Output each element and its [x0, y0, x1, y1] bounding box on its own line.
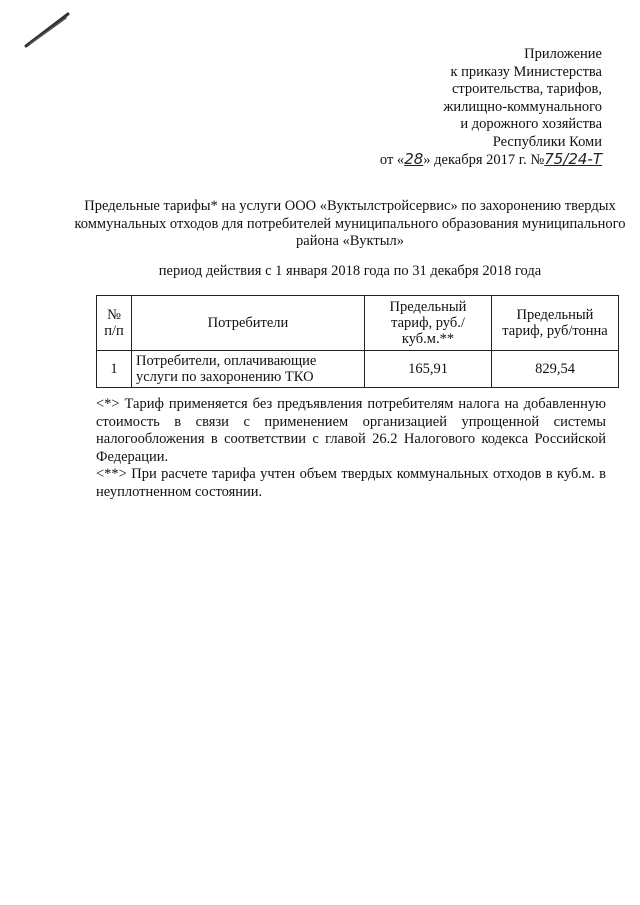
header-number: № п/п	[97, 296, 132, 351]
footnote-volume: <**> При расчете тарифа учтен объем твердых коммунальных отходов в куб.м. в неуплотненном состоянии.	[96, 466, 606, 500]
row-consumers: Потребители, оплачивающие услуги по захоронению ТКО	[132, 351, 365, 388]
order-date-line	[272, 151, 602, 170]
handwritten-order-number: 75/24-Т	[544, 150, 602, 168]
tariff-table	[96, 295, 619, 388]
appendix-line: Приложение	[524, 46, 602, 62]
appendix-line: строительства, тарифов,	[451, 81, 602, 97]
table-header-row	[97, 296, 619, 351]
appendix-line: Республики Коми	[492, 133, 602, 150]
appendix-block	[272, 46, 602, 170]
appendix-line: и дорожного хозяйства	[460, 116, 602, 132]
header-tariff-per-ton: Предельный тариф, руб/тонна	[492, 296, 619, 351]
row-number: 1	[97, 351, 132, 388]
date-middle: » декабря 2017 г. №	[423, 152, 545, 168]
date-prefix: от «	[379, 152, 405, 168]
handwritten-day: 28	[404, 150, 424, 168]
appendix-line: жилищно-коммунального	[443, 98, 602, 115]
table-row	[97, 351, 619, 388]
footnotes	[96, 396, 606, 501]
row-tariff-per-ton: 829,54	[492, 351, 619, 388]
validity-period: период действия с 1 января 2018 года по 31 декабря 2018 года	[158, 263, 542, 279]
scan-mark	[22, 8, 74, 50]
row-tariff-per-m3: 165,91	[365, 351, 492, 388]
document-title: Предельные тарифы* на услуги ООО «Вуктылстройсервис» по захоронению твердых коммунальных отходов для потребителей муниципального образования муниципального района «Вуктыл»	[74, 198, 626, 249]
header-tariff-per-m3: Предельный тариф, руб./куб.м.**	[365, 296, 492, 351]
appendix-line: к приказу Министерства	[450, 63, 602, 80]
header-consumers: Потребители	[132, 296, 365, 351]
footnote-vat: <*> Тариф применяется без предъявления потребителям налога на добавленную стоимость в связи с применением организацией упрощенной системы налогообложения в соответствии с главой 26.2 Налогового кодекса Российской Федерации.	[96, 396, 606, 465]
